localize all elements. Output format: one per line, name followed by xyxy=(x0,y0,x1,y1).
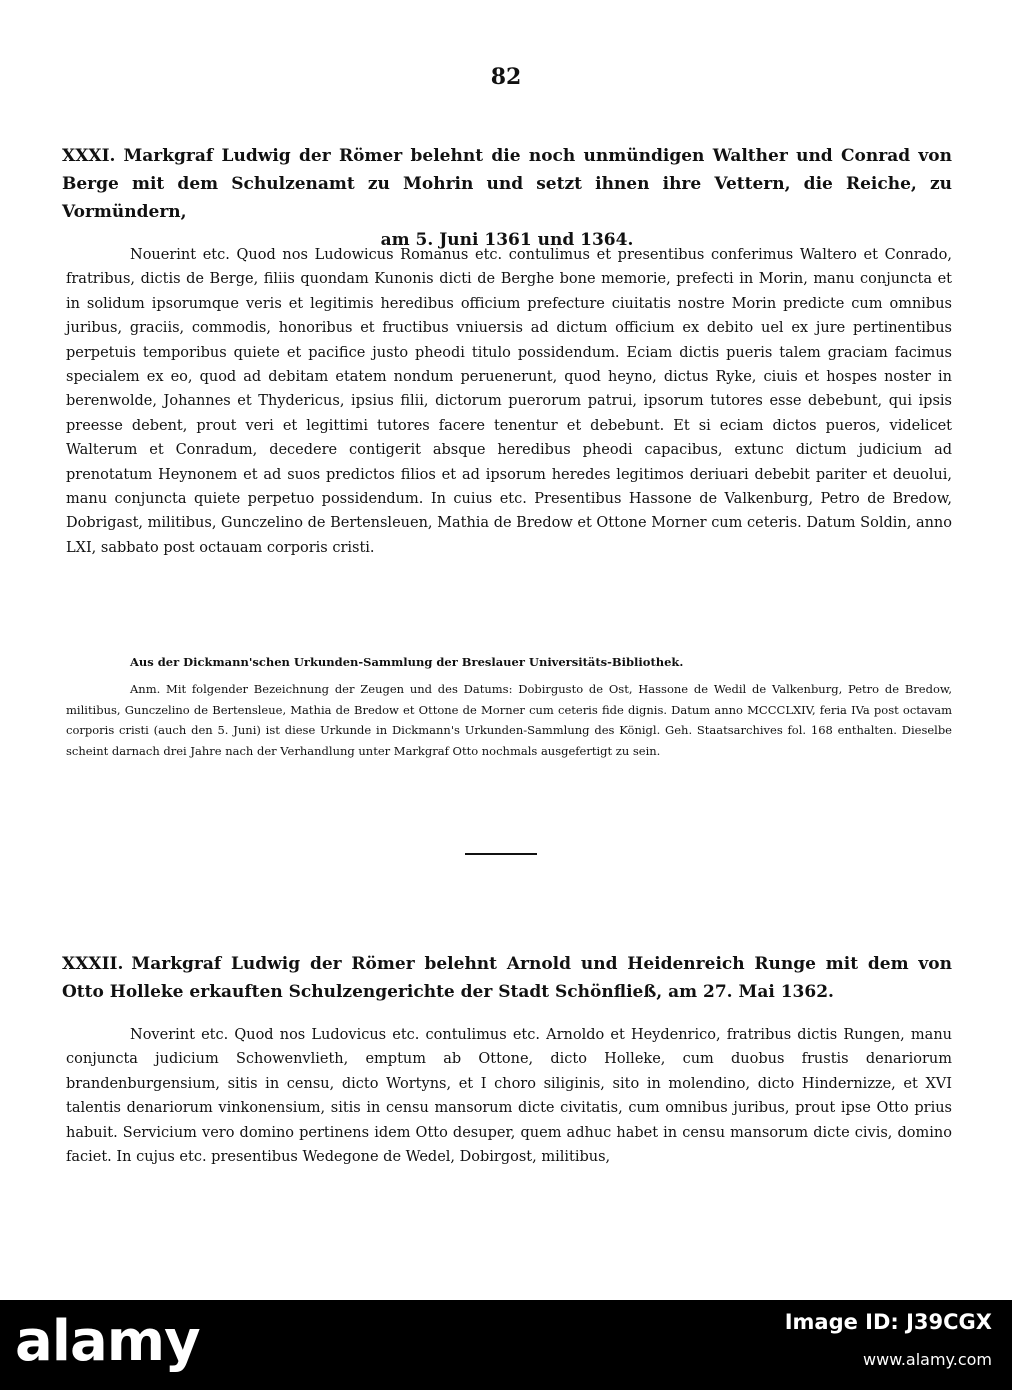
footer-info xyxy=(692,1308,992,1370)
source-note: Aus der Dickmann'schen Urkunden-Sammlung der Breslauer Universitäts-Bibliothek. xyxy=(130,655,684,669)
document-date: am 5. Juni 1361 und 1364. xyxy=(380,230,634,250)
site-url: www.alamy.com xyxy=(863,1350,992,1369)
document-heading xyxy=(62,142,952,254)
image-id: Image ID: J39CGX xyxy=(784,1310,992,1334)
page-number: 82 xyxy=(490,64,522,90)
document-body: Noverint etc. Quod nos Ludovicus etc. contulimus etc. Arnoldo et Heydenrico, fratribus dictis Rungen, manu conjuncta judicium Schowenvlieth, emptum ab Ottone, dicto Holleke, cum duobus frustis denariorum brandenburgensium, sitis in censu, dicto Wortyns, et I choro siliginis, sito in molendino, dicto Hindernizze, et XVI talentis denariorum vinkonensium, sitis in censu mansorum dicte civitatis, cum omnibus juribus, prout ipse Otto prius habuit. Servicium vero domino pertinens idem Otto desuper, quem adhuc habet in censu mansorum dicte civis, domino faciet. In cujus etc. presentibus Wedegone de Wedel, Dobirgost, militibus, xyxy=(66,1027,952,1166)
document-heading xyxy=(62,950,952,1006)
document-title: Markgraf Ludwig der Römer belehnt Arnold und Heidenreich Runge mit dem von Otto Holleke erkauften Schulzengerichte der Stadt Schönfließ, am 27. Mai 1362. xyxy=(62,954,952,1002)
document-title: Markgraf Ludwig der Römer belehnt die noch unmündigen Walther und Conrad von Berge mit dem Schulzenamt zu Mohrin und setzt ihnen ihre Vettern, die Reiche, zu Vormündern, xyxy=(62,146,952,222)
document-number: XXXII. xyxy=(62,954,124,974)
annotation-note: Anm. Mit folgender Bezeichnung der Zeugen und des Datums: Dobirgusto de Ost, Hassone de Wedil de Valkenburg, Petro de Bredow, militibus, Gunczelino de Bertensleue, Mathia de Bredow et Ottone de Morner cum ceteris fide dignis. Datum anno MCCCLXIV, feria IVa post octavam corporis cristi (auch den 5. Juni) ist diese Urkunde in Dickmann's Urkunden-Sammlung des Königl. Geh. Staatsarchives fol. 168 enthalten. Dieselbe scheint darnach drei Jahre nach der Verhandlung unter Markgraf Otto nochmals ausgefertigt zu sein. xyxy=(66,682,952,758)
document-body: Nouerint etc. Quod nos Ludowicus Romanus etc. contulimus et presentibus conferimus Waltero et Conrado, fratribus, dictis de Berge, filiis quondam Kunonis dicti de Berghe bone memorie, prefecti in Morin, manu conjuncta et in solidum ipsorumque veris et legitimis heredibus officium prefecture ciuitatis nostre Morin predicte cum omnibus juribus, graciis, commodis, honoribus et fructibus vniuersis ad dictum officium ex debito uel ex jure pertinentibus perpetuis temporibus quiete et pacifice justo pheodi titulo possidendum. Eciam dictis pueris talem graciam facimus specialem ex eo, quod ad debitam etatem nondum peruenerunt, quod heyno, dictus Ryke, ciuis et hospes noster in berenwolde, Johannes et Thydericus, ipsius filii, dictorum puerorum patrui, ipsorum tutores esse debebunt, qui ipsis preesse debent, prout veri et legittimi tutores facere tenentur et debebunt. Et si eciam dictos pueros, videlicet Walterum et Conradum, decedere contigerit absque heredibus pheodi capacibus, extunc dictum judicium ad prenotatum Heynonem et ad suos predictos filios et ad ipsorum heredes legitimos deriuari debebit pariter et deuolui, manu conjuncta quiete perpetuo possidendum. In cuius etc. Presentibus Hassone de Valkenburg, Petro de Bredow, Dobrigast, militibus, Gunczelino de Bertensleuen, Mathia de Bredow et Ottone Morner cum ceteris. Datum Soldin, anno LXI, sabbato post octauam corporis cristi. xyxy=(66,247,952,556)
document-number: XXXI. xyxy=(62,146,116,166)
section-divider xyxy=(465,853,537,855)
brand-logo: alamy xyxy=(15,1309,200,1374)
